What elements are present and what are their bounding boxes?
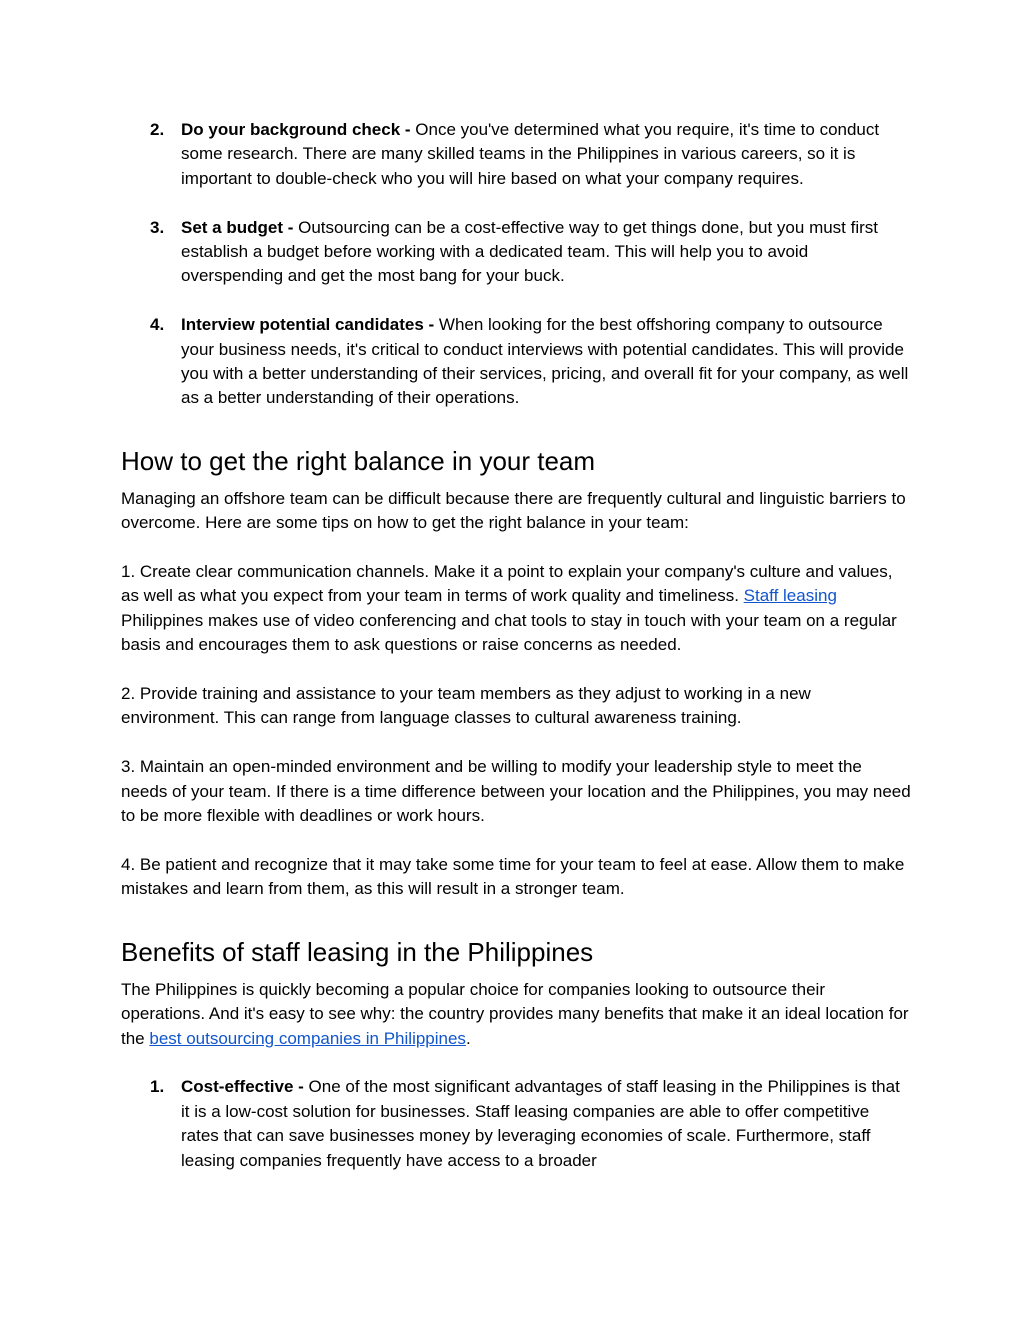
list-item-text: When looking for the best offshoring company to outsource your business needs, it's critical to conduct interviews with potential candidates. This will provide you with a better understanding of their services, pricing, and overall fit for your company, as well as a better understanding of their operations.: [181, 315, 909, 408]
list-item: [121, 118, 911, 191]
tip-4-paragraph: 4. Be patient and recognize that it may take some time for your team to feel at ease. Allow them to make mistakes and learn from them, as this will result in a stronger team.: [121, 854, 905, 899]
list-item-text: One of the most significant advantages of staff leasing in the Philippines is that it is a low-cost solution for businesses. Staff leasing companies are able to offer competitive rates that can save businesses money by leveraging economies of scale. Furthermore, staff leasing companies frequently have access to a broader: [181, 1077, 900, 1170]
list-item-title: Interview potential candidates -: [181, 315, 435, 335]
list-item-text: Outsourcing can be a cost-effective way to get things done, but you must first establish a budget before working with a dedicated team. This will help you to avoid overspending and get the most bang for your buck.: [181, 217, 879, 286]
tip-2-paragraph: 2. Provide training and assistance to your team members as they adjust to working in a new environment. This can range from language classes to cultural awareness training.: [121, 684, 811, 728]
benefits-intro-text: The Philippines is quickly becoming a popular choice for companies looking to outsource their operations. And it's easy to see why: the country provides many benefits that make it an ideal location for the: [121, 979, 909, 1048]
best-outsourcing-companies-link[interactable]: best outsourcing companies in Philippines: [149, 1028, 466, 1048]
list-item: [121, 313, 911, 411]
tip-3-paragraph: 3. Maintain an open-minded environment and be willing to modify your leadership style to meet the needs of your team. If there is a time difference between your location and the Philippines, you may need to be more flexible with deadlines or work hours.: [121, 757, 911, 826]
list-item: [121, 1075, 911, 1173]
section-heading-benefits: Benefits of staff leasing in the Philippines: [121, 936, 594, 967]
list-item-title: Set a budget -: [181, 217, 294, 237]
tip-1-text-continued: Philippines makes use of video conferencing and chat tools to stay in touch with your team on a regular basis and encourages them to ask questions or raise concerns as needed.: [121, 610, 897, 655]
tip-1-text: 1. Create clear communication channels. Make it a point to explain your company's culture and values, as well as what you expect from your team in terms of work quality and timeliness.: [121, 562, 893, 606]
numbered-list-steps: [121, 118, 911, 411]
list-item-title: Do your background check -: [181, 120, 411, 139]
list-number: 3.: [150, 217, 165, 237]
section-heading-team-balance: How to get the right balance in your team: [121, 445, 596, 476]
list-number: 2.: [150, 120, 165, 139]
numbered-list-benefits: [121, 1075, 911, 1173]
list-number: 4.: [150, 315, 165, 335]
list-number: 1.: [150, 1077, 165, 1097]
benefits-intro: [121, 978, 911, 1051]
staff-leasing-link[interactable]: Staff leasing: [743, 586, 837, 606]
document-page: [121, 118, 911, 1173]
benefits-intro-end: .: [465, 1028, 471, 1048]
tip-1-paragraph: [121, 560, 911, 658]
team-balance-intro: Managing an offshore team can be difficult because there are frequently cultural and linguistic barriers to overcome. Here are some tips on how to get the right balance in your team:: [121, 488, 906, 533]
list-item-text: Once you've determined what you require, it's time to conduct some research. There are many skilled teams in the Philippines in various careers, so it is important to double-check who you will hire based on what your company requires.: [181, 120, 880, 188]
list-item-title: Cost-effective -: [181, 1077, 304, 1097]
list-item: [121, 216, 911, 289]
